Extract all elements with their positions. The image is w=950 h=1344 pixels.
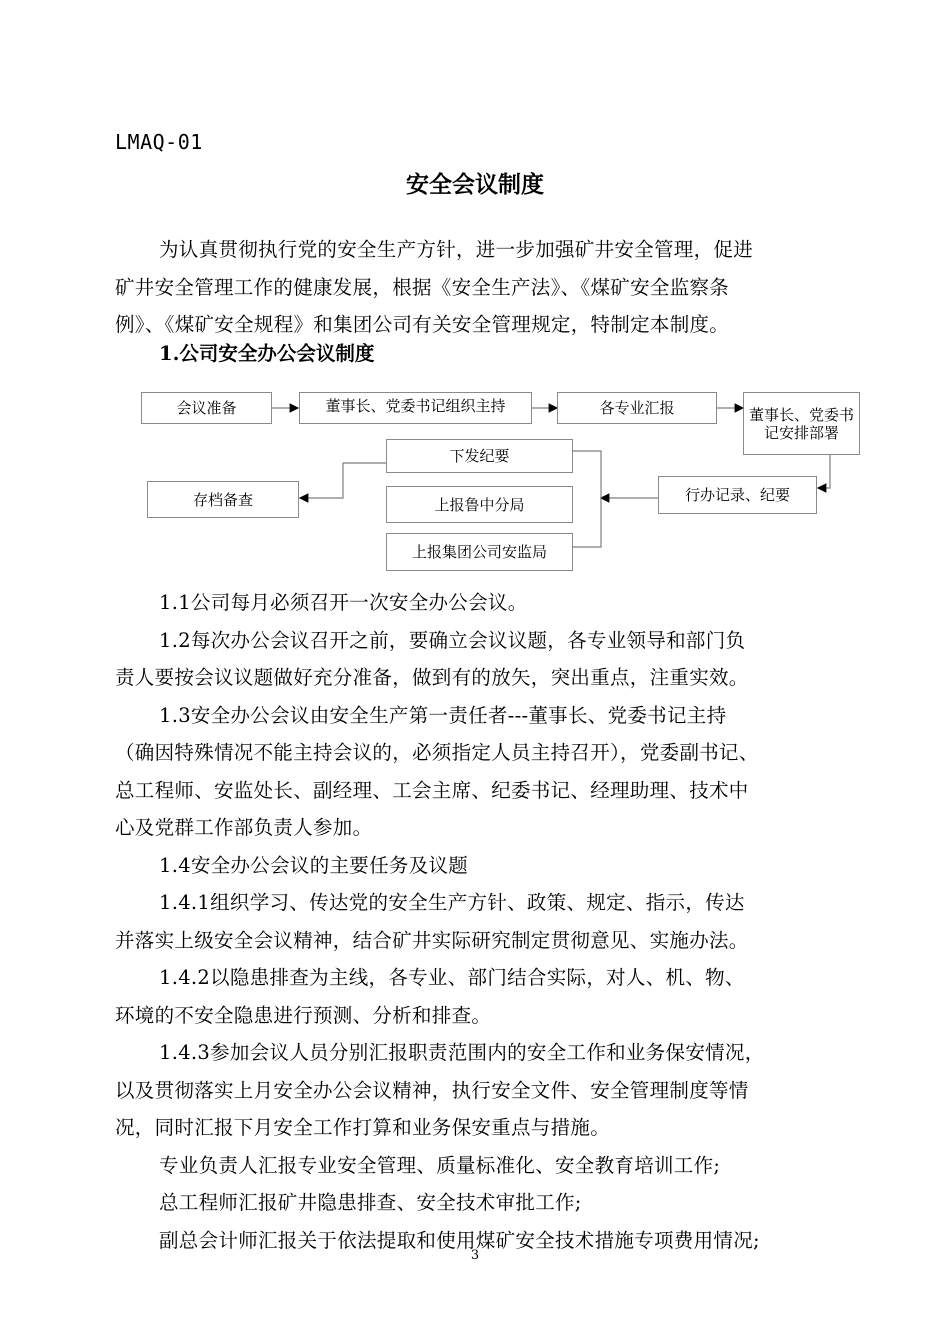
paragraph-line: 1.3安全办公会议由安全生产第一责任者---董事长、党委书记主持: [159, 703, 727, 727]
paragraph-line: 专业负责人汇报专业安全管理、质量标准化、安全教育培训工作;: [159, 1153, 721, 1177]
flow-box-label: 下发纪要: [449, 447, 510, 465]
intro-line: 矿井安全管理工作的健康发展，根据《安全生产法》、《煤矿安全监察条: [115, 275, 730, 299]
flow-box-label: 会议准备: [176, 399, 237, 417]
flow-box-minutes: [658, 476, 817, 514]
flow-box-label: 上报鲁中分局: [434, 495, 525, 514]
flow-box-label: 存档备查: [192, 490, 253, 509]
flow-box-label: 董事长、党委书记安排部署: [748, 405, 854, 442]
document-title: 安全会议制度: [406, 172, 544, 198]
flow-box-host: [299, 392, 532, 424]
flow-box-archive: [147, 481, 299, 518]
flow-box-label: 上报集团公司安监局: [411, 543, 547, 561]
arrow-issue-to-archive: [300, 463, 386, 498]
paragraph-line: 1.4.2以隐患排查为主线，各专业、部门结合实际，对人、机、物、: [159, 966, 745, 989]
paragraph-line: 1.4.1组织学习、传达党的安全生产方针、政策、规定、指示，传达: [159, 891, 745, 914]
paragraph-line: 1.2每次办公会议召开之前，要确立会议议题，各专业领导和部门负: [159, 628, 746, 652]
flow-box-label: 董事长、党委书记组织主持: [325, 397, 506, 415]
arrow-arrange-to-minutes: [818, 455, 830, 488]
flow-box-label: 行办记录、纪要: [684, 486, 790, 504]
flow-box-arrange: [743, 392, 860, 455]
intro-paragraph: [115, 231, 845, 344]
paragraph-line: 环境的不安全隐患进行预测、分析和排查。: [115, 1003, 492, 1027]
flow-box-label: 各专业汇报: [599, 399, 675, 417]
paragraph-line: 总工程师、安监处长、副经理、工会主席、纪委书记、经理助理、技术中: [115, 778, 749, 802]
paragraph-line: 况，同时汇报下月安全工作打算和业务保安重点与措施。: [115, 1116, 611, 1139]
flow-box-report: [557, 392, 717, 424]
flow-box-report-bureau: [386, 486, 573, 523]
document-code: LMAQ-01: [115, 130, 203, 154]
page-number: 3: [470, 1248, 480, 1263]
paragraph-line: 副总会计师汇报关于依法提取和使用煤矿安全技术措施专项费用情况;: [159, 1228, 760, 1252]
paragraph-line: 心及党群工作部负责人参加。: [115, 816, 373, 839]
flow-box-prep: [141, 392, 272, 424]
flow-box-report-group: [386, 533, 573, 571]
section-heading: 1.公司安全办公会议制度: [159, 342, 375, 365]
paragraph-line: 1.4.3参加会议人员分别汇报职责范围内的安全工作和业务保安情况，: [159, 1041, 765, 1064]
intro-line: 例》、《煤矿安全规程》和集团公司有关安全管理规定，特制定本制度。: [115, 313, 730, 336]
paragraph-line: 以及贯彻落实上月安全办公会议精神，执行安全文件、安全管理制度等情: [115, 1078, 749, 1102]
bracket-outputs: [573, 451, 601, 547]
paragraph-line: 责人要按会议议题做好充分准备，做到有的放矢，突出重点，注重实效。: [115, 666, 749, 689]
paragraph-line: 1.1公司每月必须召开一次安全办公会议。: [159, 591, 528, 614]
flow-box-issue-minutes: [386, 439, 573, 473]
paragraph-line: 并落实上级安全会议精神，结合矿井实际研究制定贯彻意见、实施办法。: [115, 928, 749, 952]
paragraph-line: （确因特殊情况不能主持会议的，必须指定人员主持召开），党委副书记、: [115, 741, 759, 764]
paragraph-line: 总工程师汇报矿井隐患排查、安全技术审批工作;: [159, 1191, 582, 1214]
intro-line: 为认真贯彻执行党的安全生产方针，进一步加强矿井安全管理，促进: [159, 238, 754, 261]
paragraph-line: 1.4安全办公会议的主要任务及议题: [159, 853, 469, 877]
section-body: [115, 584, 845, 1259]
